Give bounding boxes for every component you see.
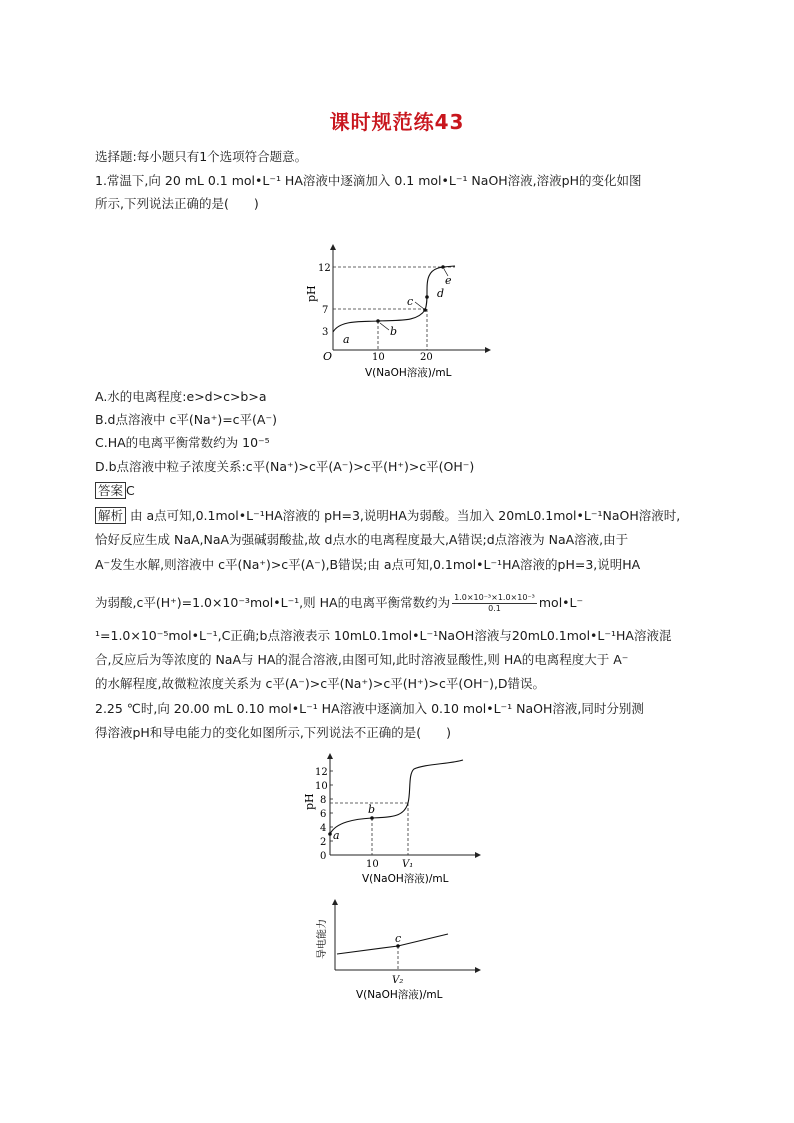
q2-ph-chart — [300, 752, 490, 888]
q1-answer: C — [126, 483, 135, 498]
q2-xtick-v1: V₁ — [402, 859, 414, 870]
q2-y-label: pH — [303, 793, 316, 810]
q1-ytick-12: 12 — [318, 263, 331, 274]
q1-explanation-line1 — [95, 507, 680, 525]
q2c-y-label: 导电能力 — [317, 919, 328, 959]
q2-ytick-0: 0 — [320, 851, 327, 862]
q1-ytick-3: 3 — [322, 327, 329, 338]
q1-option-c: C.HA的电离平衡常数约为 10⁻⁵ — [95, 435, 270, 450]
q1-xtick-10: 10 — [372, 352, 385, 363]
intro-text: 选择题:每小题只有1个选项符合题意。 — [95, 149, 308, 164]
q1-ytick-7: 7 — [322, 305, 329, 316]
q1-x-label: V(NaOH溶液)/mL — [365, 367, 452, 379]
q1-label-e: e — [445, 274, 452, 287]
fraction-numerator: 1.0×10⁻³×1.0×10⁻³ — [454, 593, 535, 602]
q2-ytick-2: 2 — [320, 837, 327, 848]
q1-label-c: c — [407, 295, 414, 308]
q2-stem-line2: 得溶液pH和导电能力的变化如图所示,下列说法不正确的是( ) — [95, 725, 452, 740]
q2-ph-curve — [330, 760, 463, 834]
q2c-x-label: V(NaOH溶液)/mL — [356, 989, 443, 1001]
q2-ytick-6: 6 — [320, 809, 327, 820]
q1-label-d: d — [437, 287, 445, 300]
q1-exp1: 由 a点可知,0.1mol•L⁻¹HA溶液的 pH=3,说明HA为弱酸。当加入 20mL0.1mol•L⁻¹NaOH溶液时, — [130, 508, 681, 523]
q1-exp4-post: mol•L⁻ — [538, 595, 584, 610]
q2-conductivity-chart — [300, 895, 490, 1005]
q1-explanation-line6: 合,反应后为等浓度的 NaA与 HA的混合溶液,由图可知,此时溶液显酸性,则 HA的电离程度大于 A⁻ — [95, 652, 629, 667]
q2-label-a: a — [333, 829, 340, 842]
q1-explanation-line2: 恰好反应生成 NaA,NaA为强碱弱酸盐,故 d点水的电离程度最大,A错误;d点溶液为 NaA溶液,由于 — [95, 532, 629, 547]
analysis-tag: 解析 — [95, 507, 126, 524]
fraction-denominator: 0.1 — [488, 604, 501, 613]
q1-leader-c — [415, 302, 424, 309]
q2-x-label: V(NaOH溶液)/mL — [362, 873, 449, 885]
q2-label-b: b — [368, 803, 376, 816]
q2-ytick-10: 10 — [315, 781, 328, 792]
q1-stem-line1: 1.常温下,向 20 mL 0.1 mol•L⁻¹ HA溶液中逐滴加入 0.1 mol•L⁻¹ NaOH溶液,溶液pH的变化如图 — [95, 173, 642, 188]
q1-explanation-line4 — [95, 593, 583, 614]
q2c-xtick-v2: V₂ — [392, 975, 404, 986]
q1-stem-line2: 所示,下列说法正确的是( ) — [95, 196, 259, 211]
page-title: 课时规范练43 — [329, 110, 465, 134]
q1-answer-row — [95, 482, 135, 500]
q1-explanation-line3: A⁻发生水解,则溶液中 c平(Na⁺)>c平(A⁻),B错误;由 a点可知,0.1mol•L⁻¹HA溶液的pH=3,说明HA — [95, 557, 641, 572]
q1-point-d — [425, 295, 429, 299]
q1-explanation-line5: ¹=1.0×10⁻⁵mol•L⁻¹,C正确;b点溶液表示 10mL0.1mol•L⁻¹NaOH溶液与20mL0.1mol•L⁻¹HA溶液混 — [95, 628, 672, 643]
q2-xtick-10: 10 — [366, 859, 379, 870]
q1-label-a: a — [343, 333, 350, 346]
q2-ytick-4: 4 — [320, 823, 327, 834]
q1-origin: O — [323, 350, 333, 363]
q2-stem-line1: 2.25 ℃时,向 20.00 mL 0.10 mol•L⁻¹ HA溶液中逐滴加入 0.10 mol•L⁻¹ NaOH溶液,同时分别测 — [95, 701, 644, 716]
q1-explanation-line7: 的水解程度,故微粒浓度关系为 c平(A⁻)>c平(Na⁺)>c平(H⁺)>c平(OH⁻),D错误。 — [95, 676, 546, 691]
q1-exp4-pre: 为弱酸,c平(H⁺)=1.0×10⁻³mol•L⁻¹,则 HA的电离平衡常数约为 — [95, 595, 451, 610]
q2-point-a — [328, 832, 332, 836]
q1-xtick-20: 20 — [420, 352, 433, 363]
q2c-conductivity-line — [337, 934, 448, 954]
q1-ka-fraction — [452, 593, 537, 614]
q1-option-d: D.b点溶液中粒子浓度关系:c平(Na⁺)>c平(A⁻)>c平(H⁺)>c平(OH⁻) — [95, 459, 475, 474]
q1-label-b: b — [390, 325, 398, 338]
q2-ytick-8: 8 — [320, 795, 327, 806]
q2c-label-c: c — [395, 932, 402, 945]
q1-point-e — [441, 265, 445, 269]
q1-ph-chart — [305, 240, 505, 380]
q1-option-b: B.d点溶液中 c平(Na⁺)=c平(A⁻) — [95, 412, 277, 427]
answer-tag: 答案 — [95, 482, 126, 499]
q1-option-a: A.水的电离程度:e>d>c>b>a — [95, 389, 267, 404]
q2-point-b — [370, 816, 374, 820]
q1-point-b — [376, 319, 380, 323]
q2-ytick-12: 12 — [315, 767, 328, 778]
q1-leader-b — [380, 323, 389, 330]
q1-y-label: pH — [305, 285, 318, 302]
